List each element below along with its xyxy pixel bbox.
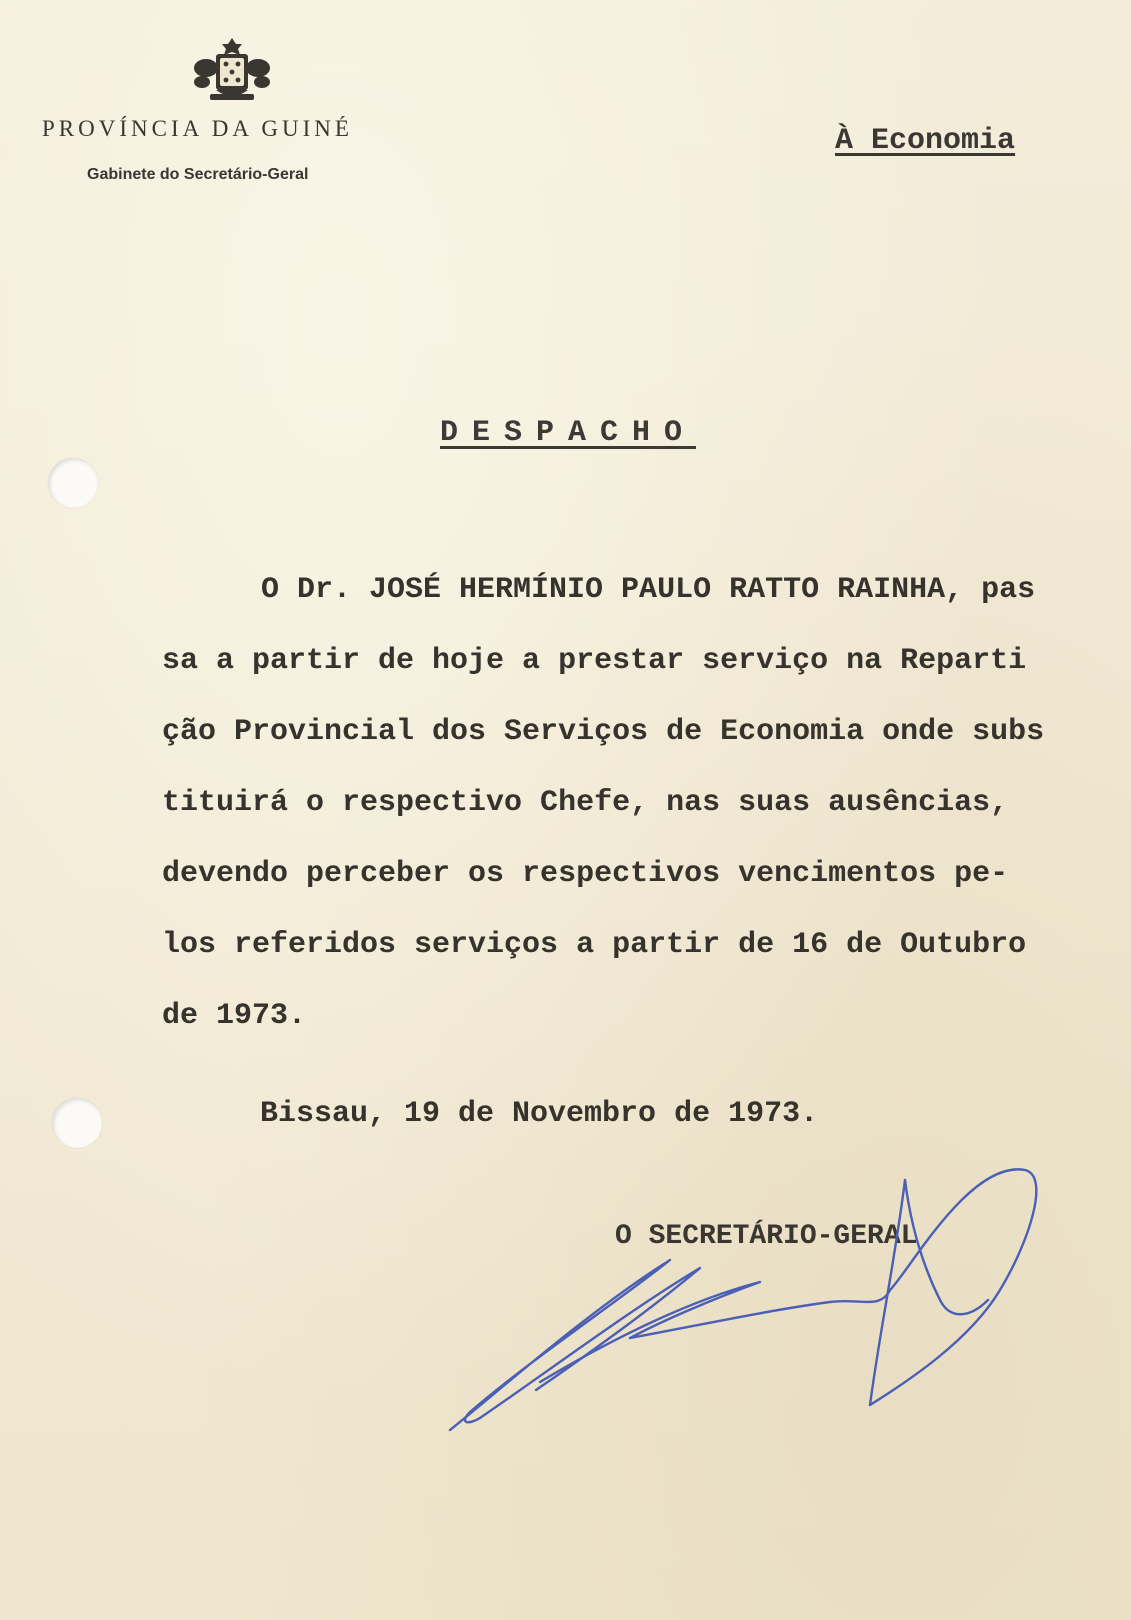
body-paragraph	[162, 570, 1122, 1067]
body-line: sa a partir de hoje a prestar serviço na Reparti	[162, 644, 1027, 678]
body-line: tituirá o respectivo Chefe, nas suas ausências,	[162, 786, 1009, 820]
document-heading: DESPACHO	[440, 416, 697, 450]
body-line: devendo perceber os respectivos vencimentos pe-	[162, 857, 1009, 891]
body-line: de 1973.	[162, 999, 307, 1033]
handwritten-signature	[440, 1150, 1060, 1450]
body-line: los referidos serviços a partir de 16 de Outubro	[162, 928, 1027, 962]
routing-note: À Economia	[835, 124, 1016, 158]
coat-of-arms-icon	[192, 36, 272, 102]
signatory-title: O SECRETÁRIO-GERAL	[615, 1221, 918, 1252]
letterhead-title: PROVÍNCIA DA GUINÉ	[42, 116, 353, 141]
punch-hole	[48, 458, 98, 508]
body-line: ção Provincial dos Serviços de Economia onde subs	[162, 715, 1045, 749]
letterhead-subtitle: Gabinete do Secretário-Geral	[87, 166, 309, 183]
body-line: O Dr. JOSÉ HERMÍNIO PAULO RATTO RAINHA, pas	[261, 573, 1036, 607]
punch-hole	[52, 1098, 102, 1148]
place-date: Bissau, 19 de Novembro de 1973.	[260, 1097, 819, 1131]
